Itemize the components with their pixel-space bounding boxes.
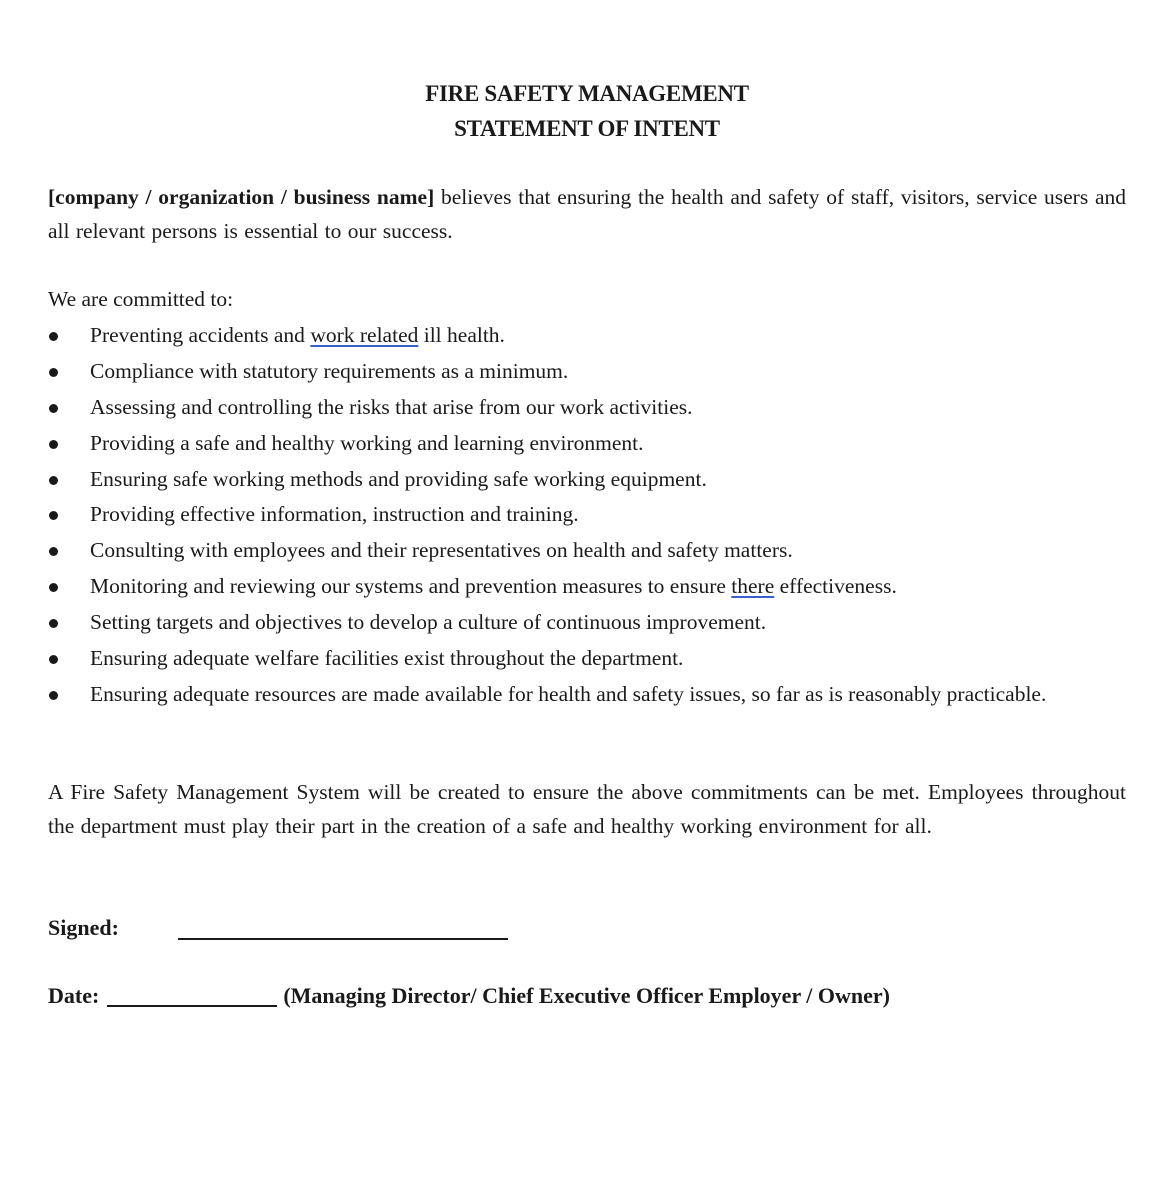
intro-paragraph [48, 180, 1126, 248]
list-item-text: Assessing and controlling the risks that arise from our work activities. [90, 394, 693, 419]
company-name-placeholder: [company / organization / business name] [48, 185, 435, 209]
bullet-icon [49, 440, 58, 449]
list-item-text: Preventing accidents and [90, 323, 311, 347]
role-label: (Managing Director/ Chief Executive Officer Employer / Owner) [283, 983, 891, 1008]
bullet-icon [49, 368, 58, 377]
bullet-icon [49, 332, 58, 341]
date-line [107, 1005, 277, 1007]
document-subtitle: STATEMENT OF INTENT [454, 116, 720, 141]
committed-label: We are committed to: [48, 287, 234, 311]
list-item [48, 677, 1128, 711]
list-item-text: ill health. [418, 323, 505, 347]
date-row [48, 980, 890, 1012]
list-item-text: Monitoring and reviewing our systems and prevention measures to ensure [90, 574, 732, 599]
bullet-icon [49, 511, 58, 520]
list-item [48, 390, 1128, 424]
list-item-text: Compliance with statutory requirements as a minimum. [90, 358, 569, 383]
closing-paragraph: A Fire Safety Management System will be created to ensure the above commitments can be met. Employees throughout the department must play their part in the creation of a safe and healthy working environment for all. [48, 780, 1126, 838]
document-title: FIRE SAFETY MANAGEMENT [425, 81, 749, 106]
list-item [48, 462, 1128, 496]
bullet-icon [49, 404, 58, 413]
list-item-text: Ensuring safe working methods and providing safe working equipment. [90, 466, 707, 491]
list-item-text: effectiveness. [774, 574, 897, 599]
list-item [48, 641, 1128, 675]
list-item [48, 569, 1128, 603]
signed-label: Signed: [48, 915, 119, 940]
grammar-flag-text: there [731, 574, 775, 599]
intro-text: believes that ensuring the health and safety of staff, visitors, service users and all relevant persons is essential to our success. [48, 185, 1127, 243]
signature-line [178, 938, 508, 940]
bullet-icon [49, 691, 58, 700]
list-item-text: Ensuring adequate resources are made available for health and safety issues, so far as is reasonably practicable. [90, 681, 1047, 706]
bullet-icon [49, 547, 58, 556]
list-item-text: Consulting with employees and their representatives on health and safety matters. [90, 538, 793, 563]
list-item-text: Ensuring adequate welfare facilities exist throughout the department. [90, 646, 684, 671]
commitments-list [48, 318, 1128, 713]
date-label: Date: [48, 983, 100, 1008]
list-item [48, 426, 1128, 460]
bullet-icon [49, 583, 58, 592]
list-item [48, 533, 1128, 567]
list-item-text: Setting targets and objectives to develop a culture of continuous improvement. [90, 610, 767, 635]
grammar-flag-text: work related [310, 323, 419, 347]
list-item [48, 318, 1128, 352]
bullet-icon [49, 655, 58, 664]
bullet-icon [49, 476, 58, 485]
list-item-text: Providing a safe and healthy working and learning environment. [90, 430, 644, 455]
list-item [48, 497, 1128, 531]
list-item [48, 605, 1128, 639]
list-item [48, 354, 1128, 388]
list-item-text: Providing effective information, instruction and training. [90, 502, 579, 527]
bullet-icon [49, 619, 58, 628]
